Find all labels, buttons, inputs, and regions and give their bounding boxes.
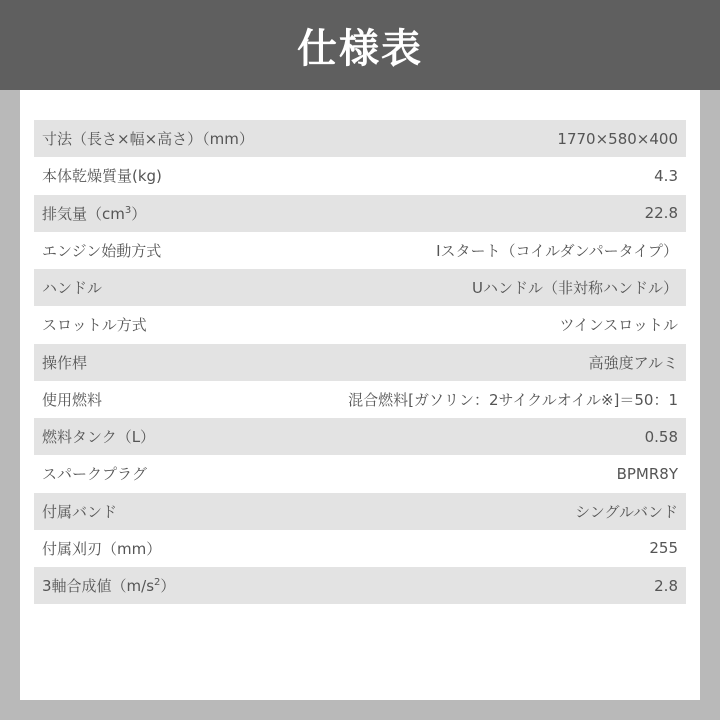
spec-label: 付属バンド: [42, 502, 118, 521]
spec-label: 3軸合成値（m/s: [42, 577, 155, 596]
spec-row-handle: [34, 269, 686, 306]
spec-row-spark-plug: [34, 455, 686, 492]
spec-row-vibration: [34, 567, 686, 604]
spec-table: [34, 120, 686, 604]
page-header: [0, 0, 720, 90]
spec-row-displacement: [34, 195, 686, 232]
spec-label-group: [42, 203, 146, 224]
spec-value: ツインスロットル: [559, 316, 678, 335]
spec-row-throttle: [34, 306, 686, 343]
spec-label: スロットル方式: [42, 316, 147, 335]
spec-value: 2.8: [654, 576, 678, 595]
spec-value: 22.8: [644, 204, 678, 223]
spec-value: 0.58: [644, 427, 678, 446]
spec-row-blade: [34, 530, 686, 567]
spec-label-suffix: ）: [160, 577, 176, 596]
spec-label: 操作桿: [42, 353, 88, 372]
spec-label-superscript: 3: [124, 204, 132, 216]
spec-row-shaft: [34, 344, 686, 381]
spec-panel: [20, 90, 700, 700]
spec-value: 混合燃料[ガソリン：2サイクルオイル※]＝50：1: [348, 390, 678, 409]
spec-label: 使用燃料: [42, 390, 103, 409]
spec-label: 排気量（cm: [42, 204, 125, 223]
spec-value: シングルバンド: [575, 502, 678, 521]
spec-value: Iスタート（コイルダンパータイプ）: [436, 241, 678, 260]
spec-value: 高強度アルミ: [588, 353, 678, 372]
spec-row-start-method: [34, 232, 686, 269]
spec-value: Uハンドル（非対称ハンドル）: [472, 279, 678, 298]
spec-row-dimensions: [34, 120, 686, 157]
spec-label-group: [42, 575, 175, 596]
spec-label: 本体乾燥質量(kg): [42, 167, 162, 186]
spec-label: 寸法（長さ×幅×高さ）（mm）: [42, 130, 254, 149]
spec-row-dry-weight: [34, 157, 686, 194]
spec-label-superscript: 2: [154, 577, 161, 589]
spec-label: スパークプラグ: [42, 465, 148, 484]
spec-row-fuel-tank: [34, 418, 686, 455]
spec-value: 1770×580×400: [557, 129, 678, 148]
page-title: 仕様表: [297, 25, 423, 72]
spec-value: 4.3: [654, 166, 678, 185]
spec-value: BPMR8Y: [616, 464, 678, 483]
spec-label: 付属刈刃（mm）: [42, 539, 162, 558]
spec-label-suffix: ）: [131, 204, 147, 223]
spec-value: 255: [649, 539, 678, 558]
spec-label: 燃料タンク（L）: [42, 428, 156, 447]
spec-label: ハンドル: [42, 279, 103, 298]
spec-label: エンジン始動方式: [42, 241, 162, 260]
spec-row-band: [34, 493, 686, 530]
spec-row-fuel: [34, 381, 686, 418]
